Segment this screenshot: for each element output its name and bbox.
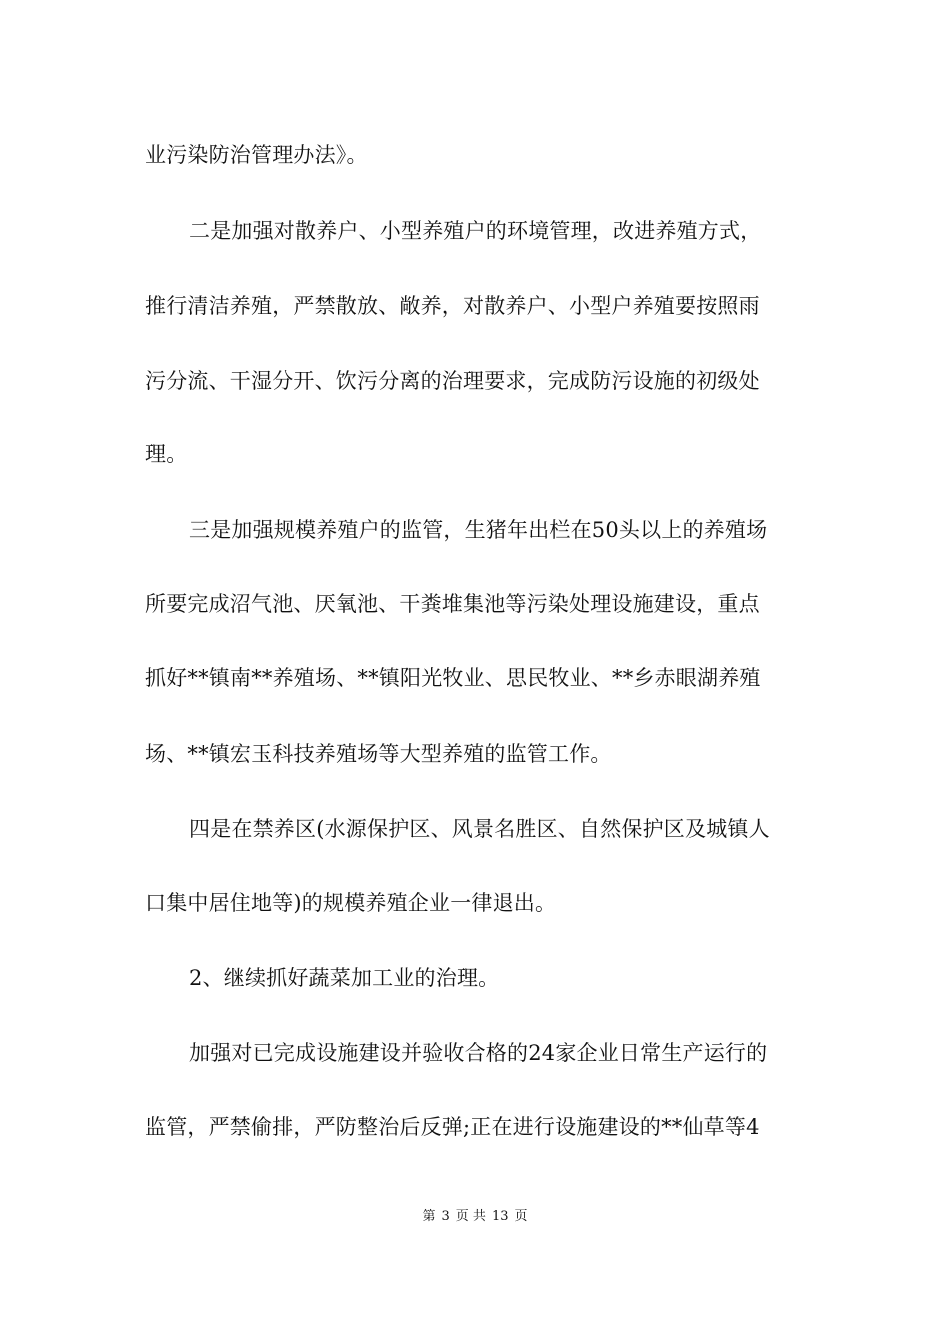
footer-total-pages: 13 (491, 1209, 509, 1224)
footer-current-page: 3 (441, 1209, 450, 1224)
text-line-14: 监管，严禁偷排，严防整治后反弹;正在进行设施建设的**仙草等4 (145, 1115, 760, 1139)
text-line-3: 推行清洁养殖，严禁散放、敞养，对散养户、小型户养殖要按照雨 (145, 294, 760, 318)
text-line-11: 口集中居住地等)的规模养殖企业一律退出。 (145, 891, 557, 915)
text-line-13: 加强对已完成设施建设并验收合格的24家企业日常生产运行的 (189, 1041, 768, 1065)
footer-prefix: 第 (422, 1209, 436, 1224)
text-line-12: 2、继续抓好蔬菜加工业的治理。 (189, 966, 500, 990)
text-line-1: 业污染防治管理办法》。 (145, 143, 368, 167)
footer-middle: 页 共 (455, 1209, 486, 1224)
page-footer (0, 1208, 950, 1226)
footer-suffix: 页 (514, 1209, 528, 1224)
text-line-6: 三是加强规模养殖户的监管，生猪年出栏在50头以上的养殖场 (189, 518, 768, 542)
text-line-4: 污分流、干湿分开、饮污分离的治理要求，完成防污设施的初级处 (145, 369, 760, 393)
text-line-8: 抓好**镇南**养殖场、**镇阳光牧业、思民牧业、**乡赤眼湖养殖 (145, 666, 761, 690)
text-line-10: 四是在禁养区(水源保护区、风景名胜区、自然保护区及城镇人 (189, 817, 770, 841)
text-line-9: 场、**镇宏玉科技养殖场等大型养殖的监管工作。 (145, 742, 612, 766)
text-line-5: 理。 (145, 442, 188, 466)
text-line-2: 二是加强对散养户、小型养殖户的环境管理，改进养殖方式， (189, 219, 762, 243)
text-line-7: 所要完成沼气池、厌氧池、干粪堆集池等污染处理设施建设，重点 (145, 592, 760, 616)
